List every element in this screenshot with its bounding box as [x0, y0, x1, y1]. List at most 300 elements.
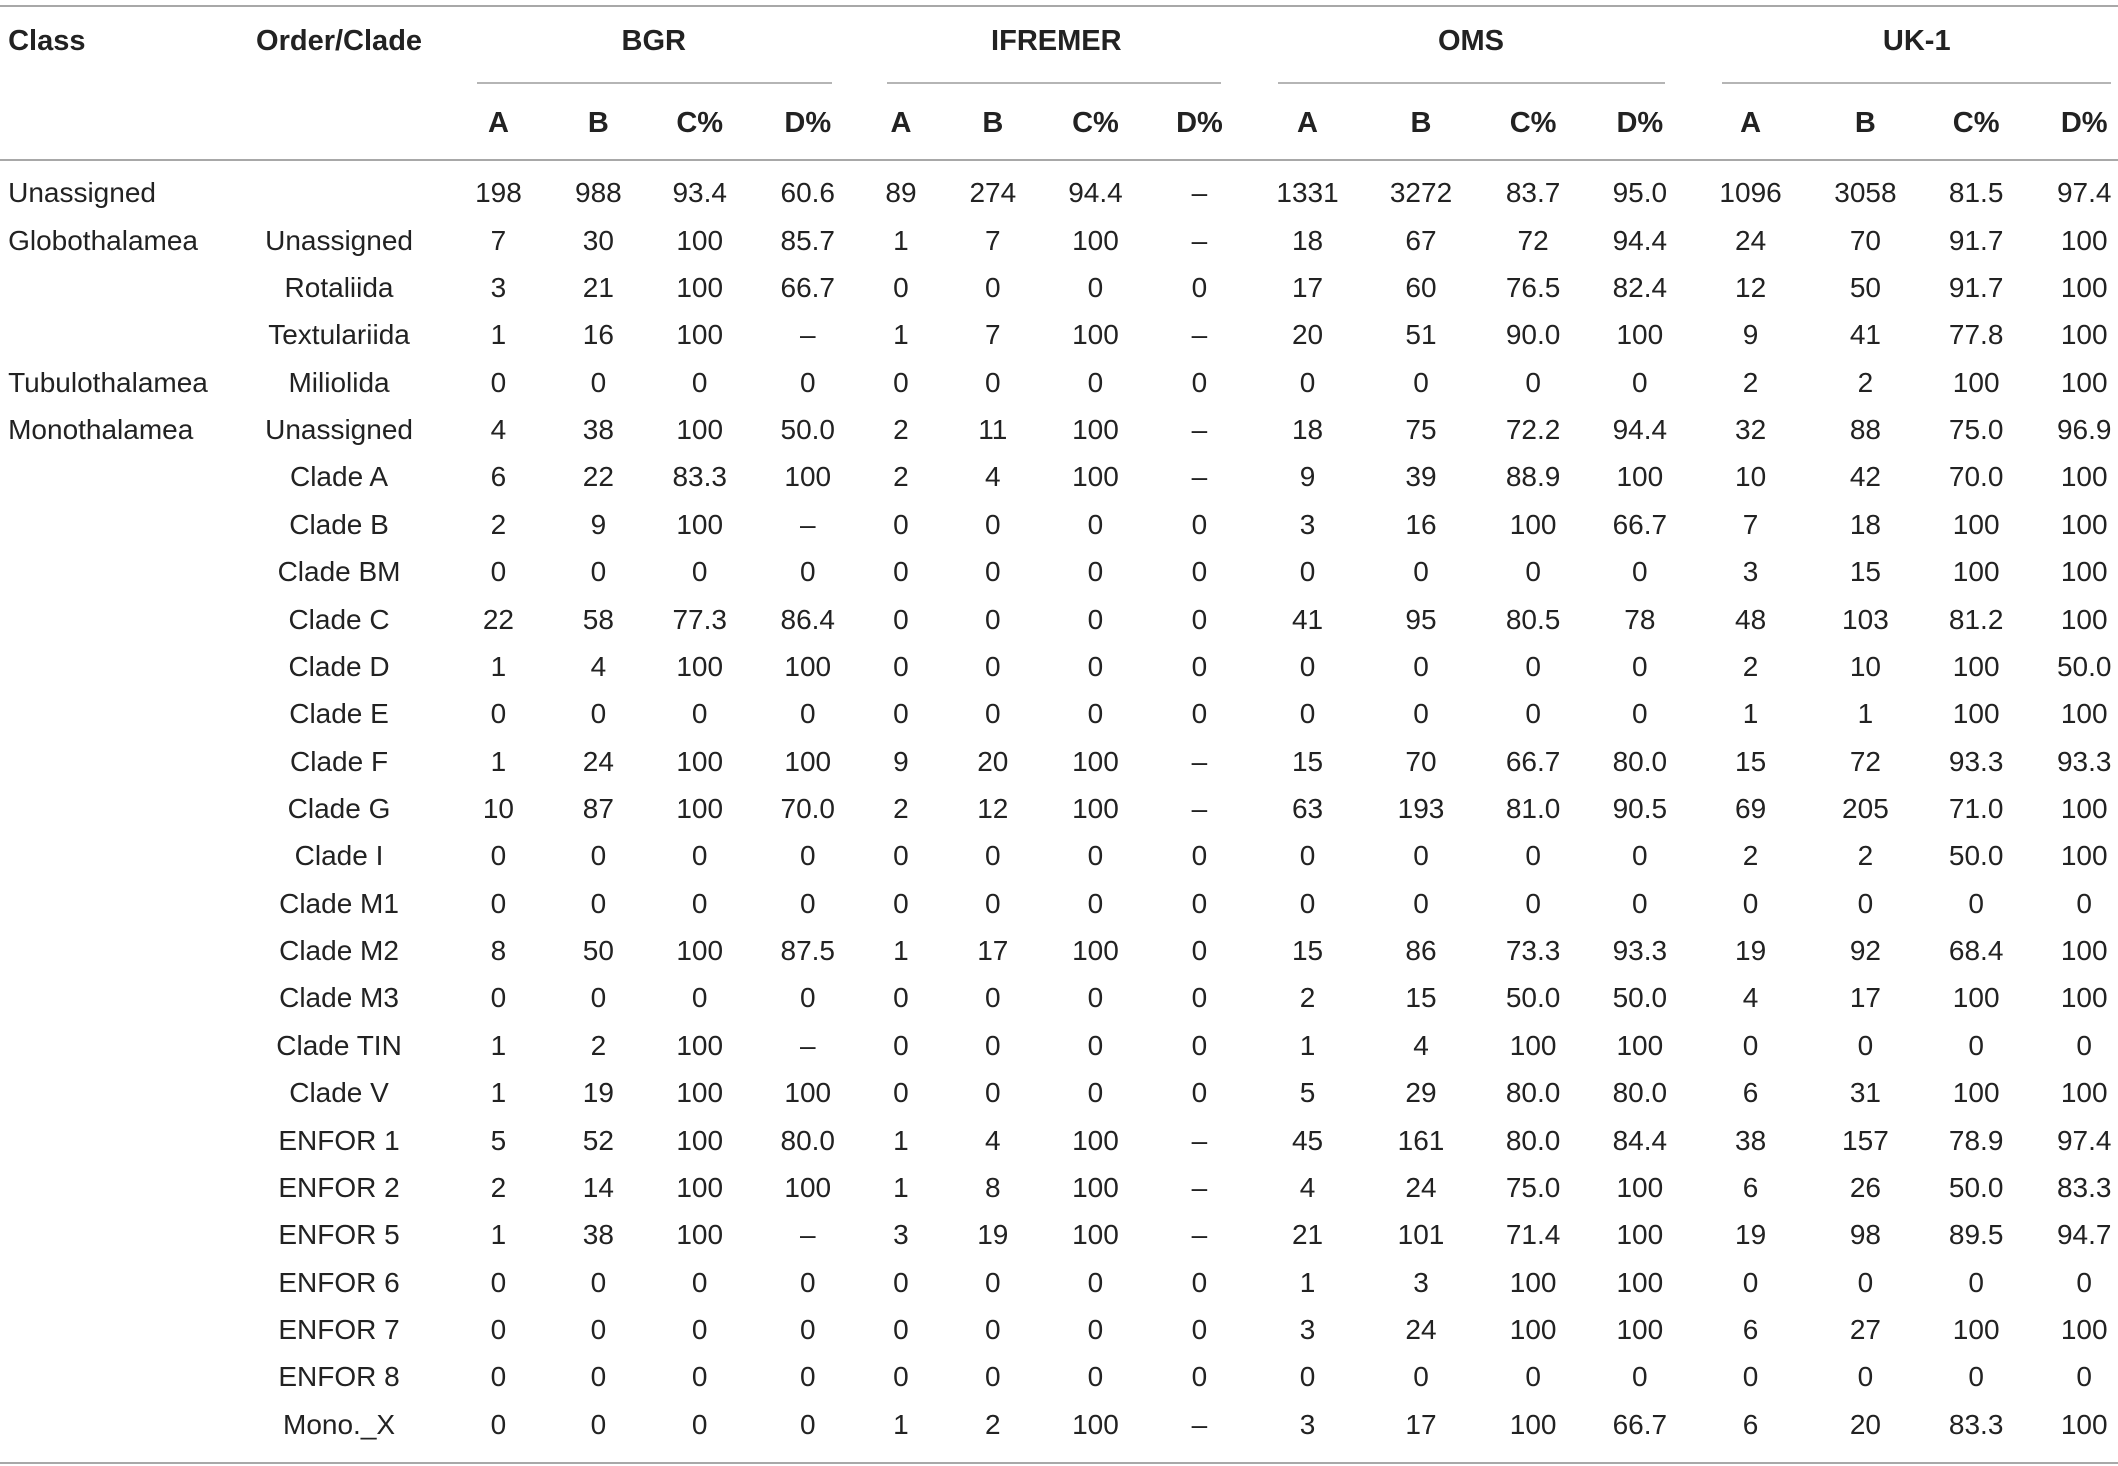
table-cell: 100	[1072, 414, 1119, 446]
row-order: Clade TIN	[276, 1029, 402, 1061]
row-order: Clade M2	[279, 935, 399, 967]
table-cell: 15	[1291, 745, 1324, 777]
table-cell: 26	[1849, 1171, 1881, 1203]
header-sub-d-pct: D%	[1176, 106, 1223, 139]
table-cell: 0	[893, 1361, 909, 1393]
table-cell: 0	[893, 650, 909, 682]
row-order: Clade D	[288, 650, 390, 682]
table-cell: 0	[691, 1314, 708, 1346]
row-class: Unassigned	[8, 177, 156, 209]
table-cell: –	[1191, 414, 1208, 446]
table-cell: 1096	[1719, 177, 1782, 209]
table-rule	[477, 82, 832, 84]
table-cell: 0	[1857, 1266, 1874, 1298]
header-sub-d-pct: D%	[1616, 106, 1664, 139]
table-cell: 100	[676, 1077, 724, 1109]
table-cell: 80.0	[1612, 745, 1668, 777]
table-cell: 41	[1291, 603, 1324, 635]
header-sub-b: B	[982, 106, 1004, 139]
table-cell: 100	[784, 1077, 832, 1109]
table-cell: 81.2	[1948, 603, 2004, 635]
table-cell: 100	[1952, 1077, 2000, 1109]
table-cell: 0	[1525, 650, 1541, 682]
table-cell: –	[1191, 224, 1208, 256]
table-cell: –	[1191, 461, 1208, 493]
table-cell: 100	[1072, 935, 1119, 967]
table-cell: 0	[490, 366, 507, 398]
table-cell: 94.4	[1612, 224, 1668, 256]
table-cell: 0	[893, 1266, 909, 1298]
table-cell: –	[799, 1219, 816, 1251]
table-cell: 16	[582, 319, 614, 351]
table-cell: 0	[1968, 1029, 1984, 1061]
table-cell: 3	[893, 1219, 909, 1251]
table-cell: 0	[1413, 556, 1429, 588]
table-cell: 0	[1087, 1314, 1104, 1346]
table-cell: 6	[1742, 1408, 1759, 1440]
table-cell: 100	[2060, 1408, 2108, 1440]
table-cell: 1	[490, 650, 507, 682]
table-cell: 38	[582, 1219, 614, 1251]
table-cell: 5	[490, 1124, 507, 1156]
table-cell: 9	[893, 745, 909, 777]
table-cell: 0	[1968, 1266, 1984, 1298]
table-cell: 100	[1616, 1314, 1664, 1346]
table-cell: 2	[590, 1029, 607, 1061]
table-cell: 1	[893, 935, 909, 967]
row-order: Clade V	[289, 1077, 389, 1109]
table-cell: 95.0	[1612, 177, 1668, 209]
table-cell: 21	[582, 271, 614, 303]
row-order: ENFOR 6	[278, 1266, 400, 1298]
table-cell: 71.4	[1505, 1219, 1561, 1251]
table-cell: 0	[1299, 1361, 1316, 1393]
header-sub-a: A	[1297, 106, 1319, 139]
table-cell: 5	[1299, 1077, 1316, 1109]
table-cell: 14	[582, 1171, 614, 1203]
table-cell: 0	[490, 982, 507, 1014]
table-cell: 0	[1413, 840, 1429, 872]
table-cell: 29	[1405, 1077, 1437, 1109]
table-cell: 0	[799, 840, 816, 872]
table-cell: 0	[691, 982, 708, 1014]
table-cell: 96.9	[2056, 414, 2112, 446]
table-cell: 0	[1191, 887, 1208, 919]
table-cell: 100	[2060, 698, 2108, 730]
table-cell: 8	[985, 1171, 1001, 1203]
table-cell: 0	[1299, 366, 1316, 398]
table-cell: 4	[590, 650, 607, 682]
header-sub-a: A	[1740, 106, 1762, 139]
table-cell: 100	[1072, 1408, 1119, 1440]
table-cell: 100	[1952, 508, 2000, 540]
table-cell: 0	[1413, 650, 1429, 682]
table-cell: 3	[1299, 508, 1316, 540]
table-cell: 100	[1616, 319, 1664, 351]
table-cell: 3	[490, 271, 507, 303]
table-cell: 24	[1405, 1171, 1437, 1203]
table-cell: 0	[691, 887, 708, 919]
table-cell: 100	[1072, 1219, 1119, 1251]
table-cell: 100	[2060, 603, 2108, 635]
table-cell: 50	[1849, 271, 1881, 303]
table-cell: 0	[1191, 935, 1208, 967]
table-cell: 60	[1405, 271, 1437, 303]
table-cell: 4	[1299, 1171, 1316, 1203]
header-sub-c-pct: C%	[676, 106, 724, 139]
table-cell: 90.5	[1612, 792, 1668, 824]
table-cell: 100	[1072, 745, 1119, 777]
table-cell: 0	[1191, 556, 1208, 588]
header-class: Class	[8, 24, 86, 57]
header-order: Order/Clade	[256, 24, 423, 57]
table-cell: 0	[490, 1408, 507, 1440]
row-order: Clade G	[287, 792, 391, 824]
table-cell: 2	[985, 1408, 1001, 1440]
table-cell: 9	[1299, 461, 1316, 493]
table-cell: 0	[2076, 1029, 2093, 1061]
table-cell: 0	[490, 1361, 507, 1393]
table-cell: 50.0	[780, 414, 835, 446]
table-cell: 3058	[1834, 177, 1897, 209]
table-cell: 97.4	[2056, 1124, 2112, 1156]
table-cell: 0	[799, 1314, 816, 1346]
table-cell: 0	[691, 840, 708, 872]
row-order: Clade E	[289, 698, 389, 730]
table-cell: 4	[1413, 1029, 1429, 1061]
table-cell: 0	[1191, 1361, 1208, 1393]
table-cell: 0	[799, 556, 816, 588]
row-order: Clade F	[290, 745, 389, 777]
table-cell: 22	[482, 603, 514, 635]
table-cell: 0	[1742, 1361, 1759, 1393]
table-cell: 24	[1405, 1314, 1437, 1346]
table-cell: 20	[1291, 319, 1324, 351]
table-cell: 17	[977, 935, 1009, 967]
table-cell: 11	[978, 414, 1008, 446]
row-order: Unassigned	[265, 414, 413, 446]
header-sub-d-pct: D%	[2060, 106, 2108, 139]
table-cell: 100	[676, 1124, 724, 1156]
table-cell: 73.3	[1505, 935, 1561, 967]
table-cell: 2	[1299, 982, 1316, 1014]
table-cell: 17	[1405, 1408, 1437, 1440]
table-cell: 0	[490, 556, 507, 588]
table-cell: 0	[590, 1361, 607, 1393]
table-cell: 100	[676, 224, 724, 256]
table-cell: 10	[482, 792, 514, 824]
table-cell: 7	[490, 224, 507, 256]
table-cell: 0	[799, 1266, 816, 1298]
table-cell: 0	[893, 698, 909, 730]
header-sub-a: A	[487, 106, 509, 139]
table-cell: 0	[893, 556, 909, 588]
table-cell: 0	[1191, 603, 1208, 635]
table-cell: 0	[1632, 1361, 1648, 1393]
table-cell: 0	[893, 840, 909, 872]
table-cell: 19	[977, 1219, 1009, 1251]
table-cell: 1331	[1276, 177, 1339, 209]
row-order: ENFOR 5	[278, 1219, 400, 1251]
table-cell: 83.3	[1948, 1408, 2004, 1440]
header-sub-c-pct: C%	[1072, 106, 1119, 139]
table-cell: 0	[1413, 887, 1429, 919]
table-cell: 7	[985, 224, 1001, 256]
table-cell: 0	[1087, 1077, 1104, 1109]
table-cell: 193	[1397, 792, 1445, 824]
table-cell: 0	[1525, 698, 1541, 730]
table-cell: 100	[784, 1171, 832, 1203]
table-cell: –	[799, 508, 816, 540]
table-cell: 0	[1191, 508, 1208, 540]
table-rule	[0, 5, 2118, 7]
header-group-uk-1: UK-1	[1882, 24, 1951, 57]
table-cell: –	[1191, 792, 1208, 824]
table-cell: 1	[893, 1171, 909, 1203]
table-cell: 1	[490, 319, 507, 351]
table-cell: 0	[590, 982, 607, 1014]
table-cell: 0	[590, 1314, 607, 1346]
row-order: ENFOR 1	[278, 1124, 400, 1156]
table-cell: 100	[1952, 650, 2000, 682]
table-cell: 100	[1509, 1314, 1557, 1346]
table-cell: 97.4	[2056, 177, 2112, 209]
table-cell: 4	[985, 1124, 1001, 1156]
table-cell: 2	[1742, 366, 1759, 398]
table-cell: 0	[691, 1266, 708, 1298]
table-cell: 2	[1857, 366, 1874, 398]
table-cell: 0	[1087, 271, 1104, 303]
table-cell: 0	[799, 698, 816, 730]
table-cell: 100	[1072, 1124, 1119, 1156]
table-cell: 83.7	[1505, 177, 1561, 209]
table-cell: 3	[1299, 1314, 1316, 1346]
table-cell: 84.4	[1612, 1124, 1668, 1156]
table-cell: 100	[1509, 1029, 1557, 1061]
table-cell: 0	[1742, 1266, 1759, 1298]
table-cell: 0	[1857, 887, 1874, 919]
row-order: Clade M3	[279, 982, 399, 1014]
table-cell: 91.7	[1948, 271, 2004, 303]
table-cell: 70	[1405, 745, 1437, 777]
table-cell: 38	[1735, 1124, 1767, 1156]
table-cell: 98	[1849, 1219, 1881, 1251]
table-cell: 0	[799, 366, 816, 398]
table-cell: 0	[1087, 887, 1104, 919]
table-cell: –	[799, 319, 816, 351]
table-cell: 100	[1616, 461, 1664, 493]
table-cell: 19	[582, 1077, 614, 1109]
table-cell: 0	[2076, 887, 2093, 919]
table-cell: 0	[1968, 1361, 1984, 1393]
table-cell: 30	[582, 224, 614, 256]
table-cell: 100	[2060, 319, 2108, 351]
table-cell: 63	[1291, 792, 1324, 824]
table-cell: 100	[676, 745, 724, 777]
header-group-ifremer: IFREMER	[991, 24, 1122, 57]
table-cell: 0	[1525, 366, 1541, 398]
table-cell: 100	[2060, 1314, 2108, 1346]
table-cell: 0	[1968, 887, 1984, 919]
table-cell: 0	[1742, 887, 1759, 919]
table-cell: 100	[2060, 461, 2108, 493]
table-cell: 76.5	[1505, 271, 1561, 303]
table-cell: 0	[590, 1408, 607, 1440]
table-cell: 100	[1616, 1266, 1664, 1298]
table-cell: 48	[1735, 603, 1767, 635]
table-cell: 157	[1842, 1124, 1889, 1156]
table-cell: 10	[1735, 461, 1767, 493]
table-cell: 0	[985, 603, 1001, 635]
table-cell: 80.5	[1505, 603, 1561, 635]
table-cell: 100	[676, 1219, 724, 1251]
table-cell: 0	[691, 556, 708, 588]
table-cell: 100	[2060, 271, 2108, 303]
header-group-oms: OMS	[1437, 24, 1504, 57]
table-cell: 15	[1849, 556, 1881, 588]
table-cell: 2	[893, 414, 909, 446]
table-cell: 72.2	[1505, 414, 1561, 446]
table-cell: 100	[784, 461, 832, 493]
table-cell: 20	[977, 745, 1009, 777]
table-cell: 0	[1191, 1266, 1208, 1298]
table-cell: 0	[1087, 603, 1104, 635]
table-cell: 0	[799, 1361, 816, 1393]
table-cell: 31	[1849, 1077, 1881, 1109]
table-cell: 77.8	[1948, 319, 2004, 351]
table-cell: 100	[1952, 698, 2000, 730]
table-cell: 81.5	[1948, 177, 2004, 209]
table-cell: 0	[893, 508, 909, 540]
table-cell: 988	[575, 177, 622, 209]
table-cell: 66.7	[1612, 508, 1668, 540]
table-cell: –	[799, 1029, 816, 1061]
table-cell: 2	[893, 461, 909, 493]
table-cell: 100	[676, 1171, 724, 1203]
table-cell: 0	[1191, 840, 1208, 872]
table-cell: 0	[1299, 887, 1316, 919]
table-cell: 67	[1405, 224, 1437, 256]
table-cell: 100	[1952, 556, 2000, 588]
table-cell: 6	[1742, 1314, 1759, 1346]
row-order: Clade I	[294, 840, 384, 872]
table-cell: 66.7	[1505, 745, 1561, 777]
table-cell: 38	[582, 414, 614, 446]
table-cell: 72	[1849, 745, 1881, 777]
table-cell: 0	[985, 556, 1001, 588]
table-cell: 39	[1405, 461, 1437, 493]
table-cell: –	[1191, 319, 1208, 351]
table-cell: 3272	[1389, 177, 1453, 209]
table-cell: 100	[1072, 224, 1119, 256]
table-cell: 93.4	[672, 177, 727, 209]
table-cell: 82.4	[1612, 271, 1668, 303]
table-cell: 0	[1191, 366, 1208, 398]
table-cell: 3	[1299, 1408, 1316, 1440]
table-cell: 60.6	[780, 177, 835, 209]
table-cell: 0	[1191, 1077, 1208, 1109]
table-cell: 16	[1405, 508, 1437, 540]
table-cell: 15	[1405, 982, 1437, 1014]
table-cell: 50.0	[1948, 1171, 2004, 1203]
table-cell: 88.9	[1505, 461, 1561, 493]
table-cell: 1	[1299, 1266, 1316, 1298]
table-cell: 1	[490, 1029, 507, 1061]
table-cell: 100	[1952, 982, 2000, 1014]
table-cell: 51	[1405, 319, 1437, 351]
table-cell: 94.4	[1612, 414, 1668, 446]
table-cell: 100	[1509, 1266, 1557, 1298]
row-order: Clade M1	[279, 887, 399, 919]
table-cell: 0	[985, 1029, 1001, 1061]
table-cell: 20	[1849, 1408, 1881, 1440]
header-sub-b: B	[587, 106, 609, 139]
table-cell: 0	[799, 887, 816, 919]
table-cell: 0	[1087, 508, 1104, 540]
table-cell: –	[1191, 177, 1208, 209]
table-cell: 80.0	[780, 1124, 835, 1156]
table-cell: 0	[1087, 366, 1104, 398]
table-cell: 101	[1397, 1219, 1445, 1251]
table-cell: 7	[985, 319, 1001, 351]
table-cell: 78	[1624, 603, 1656, 635]
table-cell: 80.0	[1505, 1124, 1561, 1156]
table-cell: 0	[1857, 1029, 1874, 1061]
header-sub-b: B	[1854, 106, 1876, 139]
table-cell: 100	[2060, 1077, 2108, 1109]
table-cell: 10	[1849, 650, 1881, 682]
table-cell: 17	[1849, 982, 1881, 1014]
table-cell: 19	[1735, 1219, 1767, 1251]
table-cell: 2	[490, 1171, 507, 1203]
table-cell: 0	[1525, 887, 1541, 919]
table-cell: –	[1191, 1408, 1208, 1440]
table-cell: 0	[1087, 1266, 1104, 1298]
table-cell: 100	[784, 745, 832, 777]
table-cell: 0	[1632, 650, 1648, 682]
table-cell: 0	[1632, 887, 1648, 919]
table-cell: 0	[590, 698, 607, 730]
table-cell: 100	[1616, 1219, 1664, 1251]
table-cell: 0	[985, 508, 1001, 540]
table-cell: 100	[2060, 935, 2108, 967]
table-cell: 89	[885, 177, 917, 209]
table-cell: 0	[590, 366, 607, 398]
table-cell: 0	[1191, 698, 1208, 730]
table-cell: 19	[1735, 935, 1767, 967]
table-cell: 81.0	[1505, 792, 1561, 824]
table-cell: 100	[676, 792, 724, 824]
table-cell: 85.7	[780, 224, 835, 256]
table-cell: 0	[985, 982, 1001, 1014]
table-cell: 100	[1072, 1171, 1119, 1203]
table-cell: 0	[1191, 271, 1208, 303]
table-cell: 12	[1735, 271, 1767, 303]
table-cell: 0	[893, 1029, 909, 1061]
table-cell: 72	[1517, 224, 1549, 256]
row-class: Monothalamea	[8, 414, 194, 446]
table-cell: 0	[985, 366, 1001, 398]
table-cell: 0	[2076, 1361, 2093, 1393]
table-cell: 9	[1742, 319, 1759, 351]
table-cell: 0	[1413, 698, 1429, 730]
table-cell: 0	[1857, 1361, 1874, 1393]
table-cell: 9	[590, 508, 607, 540]
table-cell: 71.0	[1948, 792, 2004, 824]
table-cell: 100	[784, 650, 832, 682]
table-cell: 100	[676, 508, 724, 540]
table-cell: 75	[1405, 414, 1437, 446]
